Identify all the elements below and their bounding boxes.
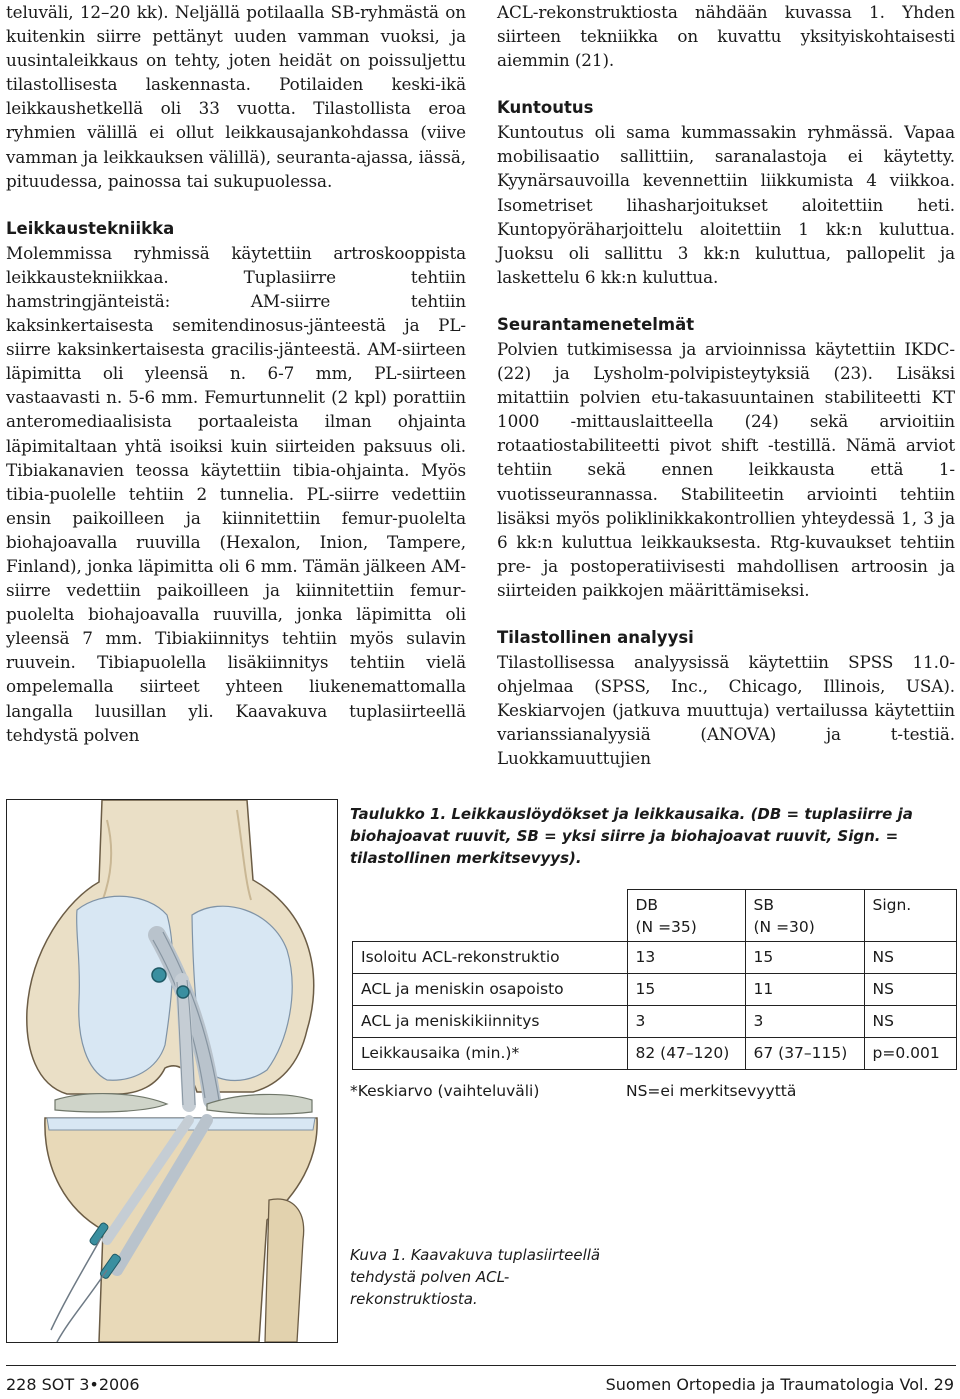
table-header-sb bbox=[745, 890, 864, 942]
table-cell-label: ACL ja meniskin osapoisto bbox=[353, 974, 628, 1006]
table-row bbox=[353, 1038, 957, 1070]
lateral-meniscus bbox=[207, 1094, 312, 1114]
table-header-row bbox=[353, 890, 957, 942]
femoral-screw-1 bbox=[152, 968, 166, 982]
footer-rule bbox=[6, 1365, 956, 1366]
suture-thread bbox=[51, 1238, 107, 1342]
femoral-cartilage bbox=[77, 896, 173, 1080]
table-cell-sb: 11 bbox=[745, 974, 864, 1006]
fibula-bone bbox=[265, 1199, 304, 1342]
table-header-db-label: DB bbox=[635, 896, 659, 914]
table-header-db-n: (N =35) bbox=[635, 918, 697, 936]
right-paragraph-2: Kuntoutus oli sama kummassakin ryhmässä. Vapaa mobilisaatio sallittiin, saranalastoja ei käytetty. Kyynärsauvoilla kevennettiin liikkumista 4 viikkoa. Isometriset lihasharjoitukset aloitettiin heti. Kuntopyöräharjoittelu aloitettiin 1 kk:n kuluttua. Juoksu oli sallittu 3 kk:n kuluttua, pallopelit ja laskettelu 6 kk:n kuluttua. bbox=[497, 122, 955, 287]
table-cell-sb: 3 bbox=[745, 1006, 864, 1038]
table-cell-db: 15 bbox=[627, 974, 745, 1006]
figure-caption: Kuva 1. Kaavakuva tuplasiirteellä tehdystä polven ACL-rekonstruktiosta. bbox=[350, 1246, 601, 1308]
left-paragraph-2: Molemmissa ryhmissä käytettiin artroskooppista leikkaustekniikkaa. Tuplasiirre tehtiin hamstringjänteistä: AM-siirre tehtiin kaksinkertaisesta semitendinosus-jänteestä ja PL-siirre kaksinkertaisesta gracilis-jänteestä. AM-siirteen läpimitta oli yleensä n. 6-7 mm, PL-siirteen vastaavasti n. 5-6 mm. Femurtunnelit (2 kpl) porattiin anteromediaalisista portaaleista ilman ohjainta läpimitaltaan yhtä isoiksi kuin siirteiden paksuus oli. Tibiakanavien teossa käytettiin tibia-ohjainta. Myös tibia-puolelle tehtiin 2 tunnelia. PL-siirre vedettiin ensin paikoilleen ja kiinnitettiin femur-puolelta biohajoavalla ruuvilla (Hexalon, Inion, Tampere, Finland), jonka läpimitta oli 6 mm. Tämän jälkeen AM-siirre vedettiin paikoilleen ja kiinnitettiin femur-puolelta biohajoavalla ruuvilla, jonka läpimitta oli yleensä 7 mm. Tibiakiinnitys tehtiin myös sulavin ruuvein. Tibiapuolella lisäkiinnitys tehtiin vielä ompelemalla siirteet yhteen liukenemattomalla langalla luusillan yli. Kaavakuva tuplasiirteellä tehdystä polven bbox=[6, 242, 466, 745]
right-paragraph-4: Tilastollisessa analyysissä käytettiin SPSS 11.0-ohjelmaa (SPSS, Inc., Chicago, Illinois, USA). Keskiarvojen (jatkuva muuttuja) vertailussa käytettiin varianssianalyysiä (ANOVA) ja t-testiä. Luokkamuuttujien bbox=[497, 651, 955, 769]
table-row bbox=[353, 1006, 957, 1038]
knee-drawing bbox=[7, 800, 337, 1342]
table-cell-label: ACL ja meniskikiinnitys bbox=[353, 1006, 628, 1038]
footer-journal: Suomen Ortopedia ja Traumatologia Vol. 29 bbox=[605, 1375, 954, 1394]
heading-seurantamenetelmat: Seurantamenetelmät bbox=[497, 314, 695, 334]
table-header-sb-n: (N =30) bbox=[753, 918, 815, 936]
knee-illustration bbox=[6, 799, 338, 1343]
table-footnote-ns: NS=ei merkitsevyyttä bbox=[626, 1082, 797, 1100]
table-header-sb-label: SB bbox=[753, 896, 774, 914]
table-cell-sb: 15 bbox=[745, 942, 864, 974]
heading-kuntoutus: Kuntoutus bbox=[497, 98, 594, 118]
left-column bbox=[6, 0, 466, 747]
table-cell-sign: NS bbox=[864, 942, 956, 974]
table-header-empty bbox=[353, 890, 628, 942]
table-row bbox=[353, 942, 957, 974]
femoral-screw-2 bbox=[177, 986, 189, 998]
pl-graft bbox=[182, 980, 189, 1105]
table-cell-sb: 67 (37–115) bbox=[745, 1038, 864, 1070]
table-cell-sign: p=0.001 bbox=[864, 1038, 956, 1070]
table-header-sign: Sign. bbox=[864, 890, 956, 942]
table-cell-db: 3 bbox=[627, 1006, 745, 1038]
table-cell-db: 82 (47–120) bbox=[627, 1038, 745, 1070]
footer-issue: 228 SOT 3•2006 bbox=[6, 1375, 140, 1394]
table-row bbox=[353, 974, 957, 1006]
heading-tilastollinen-analyysi: Tilastollinen analyysi bbox=[497, 627, 694, 647]
right-paragraph-3: Polvien tutkimisessa ja arvioinnissa käytettiin IKDC-(22) ja Lysholm-polvipisteytyksiä (23). Lisäksi mitattiin polvien etu-takasuuntainen stabiliteetti KT 1000 -mittauslaitteella (24) sekä arvioitiin rotaatiostabiliteetti pivot shift -testillä. Nämä arviot tehtiin sekä ennen leikkausta että 1-vuotisseurannassa. Stabiliteetin arviointi tehtiin lisäksi myös poliklinikkakontrollien yhteydessä 1, 3 ja 6 kk:n kuluttua leikkauksesta. Rtg-kuvaukset tehtiin pre- ja postoperatiivisesti mahdollisen artroosin ja siirteiden paikkojen määrittämiseksi. bbox=[497, 338, 955, 600]
table-caption: Taulukko 1. Leikkauslöydökset ja leikkausaika. (DB = tuplasiirre ja biohajoavat ruuvit, SB = yksi siirre ja biohajoavat ruuvit, Sign. = tilastollinen merkitsevyys). bbox=[350, 805, 913, 867]
table-cell-label: Leikkausaika (min.)* bbox=[353, 1038, 628, 1070]
right-column bbox=[497, 0, 955, 770]
table-header-db bbox=[627, 890, 745, 942]
table-footnote-mean: *Keskiarvo (vaihteluväli) bbox=[350, 1082, 540, 1100]
results-table bbox=[352, 889, 957, 1070]
table-cell-sign: NS bbox=[864, 1006, 956, 1038]
left-paragraph-1: teluväli, 12–20 kk). Neljällä potilaalla SB-ryhmästä on kuitenkin siirre pettänyt uuden vamman vuoksi, ja uusintaleikkaus on tehty, joten heidät on poissuljettu tilastollisesta laskennasta. Potilaiden keski-ikä leikkaushetkellä oli 33 vuotta. Tilastollista eroa ryhmien välillä ei ollut leikkausajankohdassa (viive vamman ja leikkauksen välillä), seuranta-ajassa, iässä, pituudessa, painossa tai sukupuolessa. bbox=[6, 2, 466, 191]
table-cell-sign: NS bbox=[864, 974, 956, 1006]
heading-leikkaustekniikka: Leikkaustekniikka bbox=[6, 218, 175, 238]
table-cell-label: Isoloitu ACL-rekonstruktio bbox=[353, 942, 628, 974]
table-cell-db: 13 bbox=[627, 942, 745, 974]
right-paragraph-1: ACL-rekonstruktiosta nähdään kuvassa 1. Yhden siirteen tekniikka on kuvattu yksityiskohtaisesti aiemmin (21). bbox=[497, 2, 955, 71]
medial-meniscus bbox=[55, 1094, 167, 1112]
